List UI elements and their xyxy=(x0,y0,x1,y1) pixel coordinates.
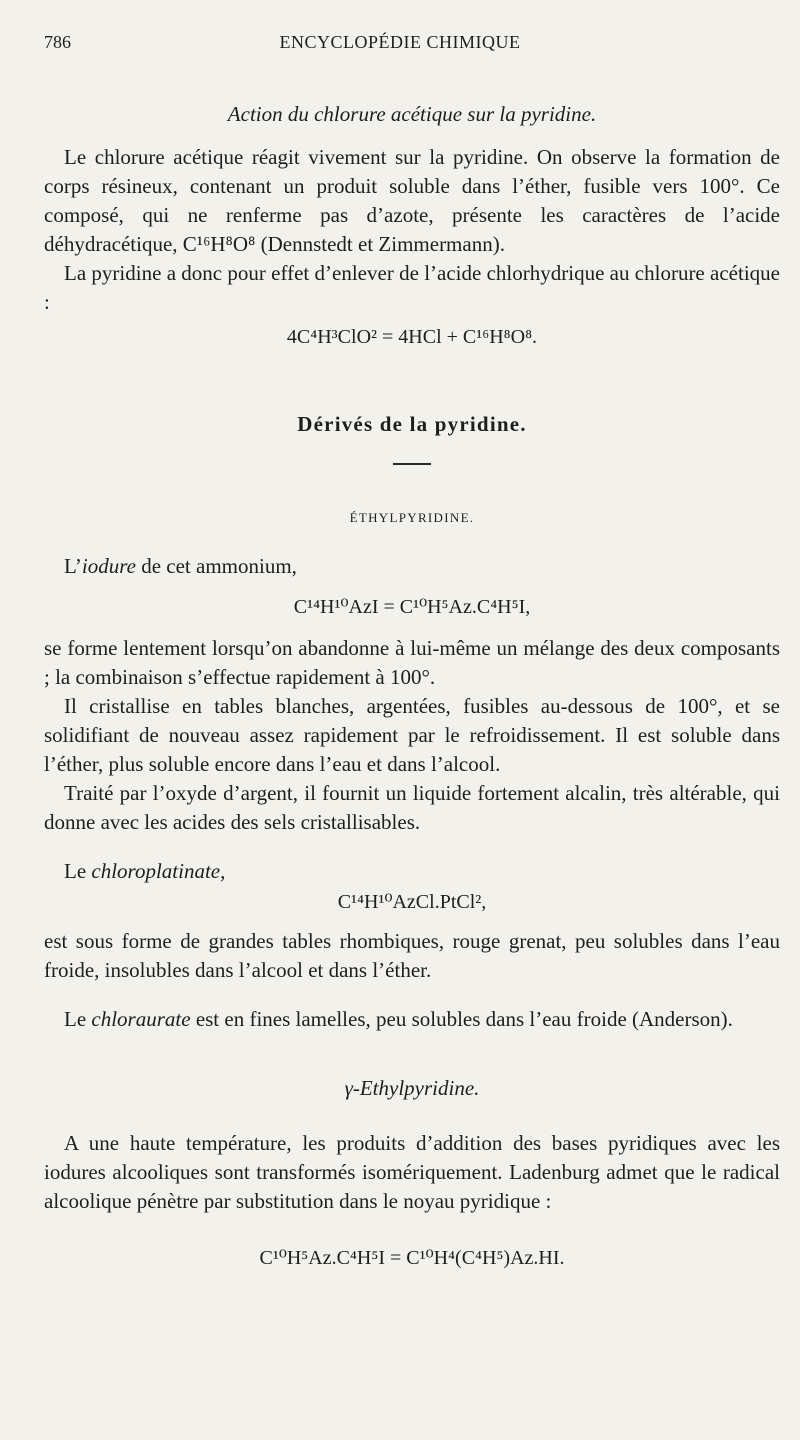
paragraph-reaction: Le chlorure acétique réagit vivement sur la pyridine. On observe la formation de corps résineux, contenant un produit soluble dans l’éther, fusible vers 100°. Ce composé, qui ne renferme pas d’azote, présente les caractères de l’acide déhydracétique, C¹⁶H⁸O⁸ (Dennstedt et Zimmermann). xyxy=(44,145,780,256)
paragraph-iodide-formation: se forme lentement lorsqu’on abandonne à lui-même un mélange des deux composants ; la combinaison s’effectue rapidement à 100°. xyxy=(44,636,780,689)
paragraph-iodide-intro xyxy=(44,552,780,581)
formula-ladenburg: C¹⁰H⁵Az.C⁴H⁵I = C¹⁰H⁴(C⁴H⁵)Az.HI. xyxy=(259,1247,565,1269)
formula-iodide: C¹⁴H¹⁰AzI = C¹⁰H⁵Az.C⁴H⁵I, xyxy=(293,596,531,618)
iodide-rest: de cet ammonium, xyxy=(135,554,297,578)
chloroplatinate-lead: Le xyxy=(64,859,92,883)
paragraph-effect: La pyridine a donc pour effet d’enlever de l’acide chlorhydrique au chlorure acétique : xyxy=(44,261,780,314)
paragraph-chloroplatinate-description: est sous forme de grandes tables rhombiques, rouge grenat, peu solubles dans l’eau froide, insolubles dans l’alcool et dans l’éther. xyxy=(44,929,780,982)
page-body xyxy=(44,100,780,1279)
iodide-lead: L’ xyxy=(64,554,82,578)
running-title: ENCYCLOPÉDIE CHIMIQUE xyxy=(279,32,521,52)
paragraph-silver-oxide: Traité par l’oxyde d’argent, il fournit un liquide fortement alcalin, très altérable, qui donne avec les acides des sels cristallisables. xyxy=(44,781,780,834)
section-heading-derivatives: Dérivés de la pyridine. xyxy=(297,412,527,436)
section-title-acetyl-chloride: Action du chlorure acétique sur la pyridine. xyxy=(227,102,597,126)
paragraph-crystallization: Il cristallise en tables blanches, argentées, fusibles au-dessous de 100°, et se solidifiant de nouveau assez rapidement par le refroidissement. Il est soluble dans l’éther, plus soluble encore dans l’eau et dans l’alcool. xyxy=(44,694,780,776)
section-title-gamma-ethylpyridine: γ-Ethylpyridine. xyxy=(344,1076,480,1100)
formula-chloroplatinate: C¹⁴H¹⁰AzCl.PtCl², xyxy=(337,891,487,913)
page-header xyxy=(44,30,756,60)
chloroplatinate-term: chloroplatinate, xyxy=(91,859,226,883)
subheading-ethylpyridine: ÉTHYLPYRIDINE. xyxy=(349,510,475,525)
chloraurate-lead: Le xyxy=(64,1007,92,1031)
paragraph-chloraurate xyxy=(44,1005,780,1034)
paragraph-high-temperature: A une haute température, les produits d’addition des bases pyridiques avec les iodures alcooliques sont transformés isomériquement. Ladenburg admet que le radical alcoolique pénètre par substitution dans le noyau pyridique : xyxy=(44,1131,780,1213)
chloraurate-rest: est en fines lamelles, peu solubles dans l’eau froide (Anderson). xyxy=(190,1007,733,1031)
paragraph-chloroplatinate-intro xyxy=(44,857,780,886)
chloraurate-term: chloraurate xyxy=(91,1007,191,1031)
page-number: 786 xyxy=(44,32,71,52)
iodide-term: iodure xyxy=(81,554,136,578)
formula-acetyl-reaction: 4C⁴H³ClO² = 4HCl + C¹⁶H⁸O⁸. xyxy=(286,326,538,348)
